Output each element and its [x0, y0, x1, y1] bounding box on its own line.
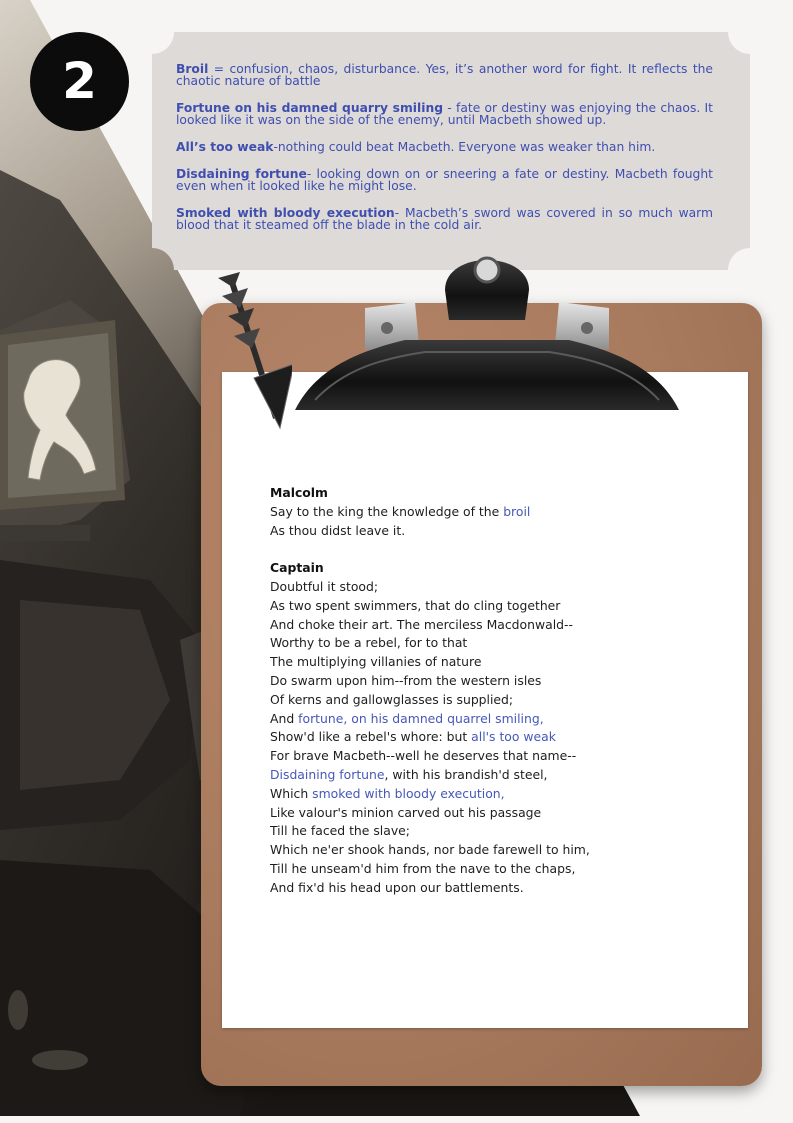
highlighted-term: fortune, on his damned quarrel smiling,	[298, 710, 544, 726]
script-line: And choke their art. The merciless Macdonwald--	[270, 616, 573, 632]
script-line: Do swarm upon him--from the western isles	[270, 672, 542, 688]
script-line: Doubtful it stood;	[270, 578, 379, 594]
line-text: Say to the king the knowledge of the	[270, 503, 504, 519]
speaker-name: Malcolm	[270, 485, 328, 500]
glossary-definition: -nothing could beat Macbeth. Everyone was weaker than him.	[273, 140, 656, 154]
script-line	[270, 710, 720, 729]
line-text: , with his brandish'd steel,	[384, 766, 548, 782]
script-line	[270, 785, 720, 804]
highlighted-term: Disdaining fortune	[270, 766, 385, 782]
glossary-item	[176, 102, 713, 126]
line-text: Which	[270, 785, 313, 801]
arrow-icon	[210, 268, 292, 430]
script-line: And fix'd his head upon our battlements.	[270, 879, 524, 895]
script-line	[270, 503, 720, 522]
script-line: Till he faced the slave;	[270, 823, 410, 839]
script-line: Of kerns and gallowglasses is supplied;	[270, 691, 514, 707]
section-number-badge	[30, 32, 129, 131]
glossary-term: All’s too weak	[176, 140, 274, 154]
glossary-definition: - looking down on or sneering a fate or destiny. Macbeth fought even when it looked like he might lose.	[176, 167, 713, 193]
script-line: Worthy to be a rebel, for to that	[270, 635, 468, 651]
line-text: Show'd like a rebel's whore: but	[270, 729, 472, 745]
section-number: 2	[62, 51, 97, 110]
script-line: Which ne'er shook hands, nor bade farewell to him,	[270, 842, 590, 858]
line-text: And	[270, 710, 299, 726]
glossary-term: Broil	[176, 62, 209, 76]
glossary-item	[176, 207, 713, 231]
glossary-item	[176, 63, 713, 87]
script-line: Till he unseam'd him from the nave to the chaps,	[270, 860, 576, 876]
glossary-definition: - Macbeth’s sword was covered in so much warm blood that it steamed off the blade in the cold air.	[176, 206, 714, 232]
glossary-definition: = confusion, chaos, disturbance. Yes, it’s another word for fight. It reflects the chaotic nature of battle	[176, 62, 713, 88]
script-line	[270, 728, 720, 747]
script-line: As thou didst leave it.	[270, 522, 406, 538]
script-line	[270, 766, 720, 785]
script-line: The multiplying villanies of nature	[270, 654, 482, 670]
script-line: For brave Macbeth--well he deserves that name--	[270, 748, 577, 764]
glossary-item	[176, 141, 713, 153]
glossary-term: Smoked with bloody execution	[176, 206, 395, 220]
speaker-name: Captain	[270, 560, 324, 576]
highlighted-term: all's too weak	[471, 729, 556, 745]
glossary-term: Disdaining fortune	[176, 167, 307, 181]
play-excerpt	[270, 484, 720, 898]
glossary-definition: - fate or destiny was enjoying the chaos. It looked like it was on the side of the enemy, until Macbeth showed up.	[176, 101, 713, 127]
glossary-item	[176, 168, 713, 192]
highlighted-term: smoked with bloody execution,	[312, 785, 505, 801]
script-line: As two spent swimmers, that do cling together	[270, 597, 561, 613]
clipboard-clip-icon	[295, 240, 679, 420]
script-line: Like valour's minion carved out his passage	[270, 804, 542, 820]
glossary-list	[176, 63, 713, 246]
glossary-term: Fortune on his damned quarry smiling	[176, 101, 444, 115]
highlighted-term: broil	[503, 503, 531, 519]
